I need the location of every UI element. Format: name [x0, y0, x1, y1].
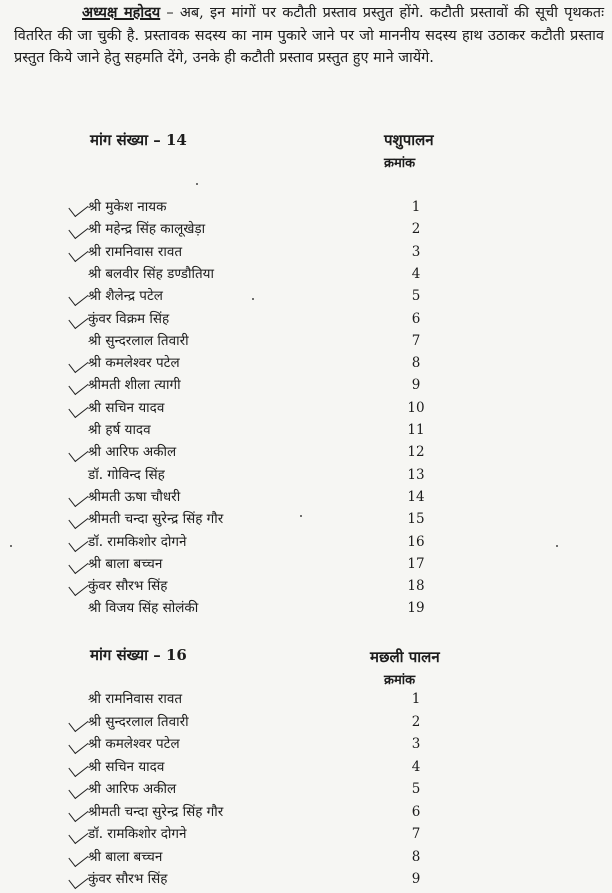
serial-number: 6 — [411, 310, 421, 327]
check-mark-icon — [68, 555, 88, 574]
serial-number: 9 — [411, 377, 421, 394]
list-item — [0, 196, 612, 218]
list-item — [0, 531, 612, 553]
list-item — [0, 711, 612, 733]
member-name: डॉ. गोविन्द सिंह — [88, 466, 165, 483]
list-item — [0, 285, 612, 307]
department-heading-machhli-palan: मछली पालन — [370, 648, 440, 666]
demand-heading-14: मांग संख्या – 14 — [90, 131, 187, 149]
member-name: श्री सुन्दरलाल तिवारी — [88, 332, 189, 349]
serial-number: 5 — [411, 288, 421, 305]
check-mark-icon — [68, 287, 88, 306]
serial-number: 3 — [411, 243, 421, 260]
member-name: श्री सुन्दरलाल तिवारी — [88, 713, 189, 730]
check-mark-icon — [68, 220, 88, 239]
list-item — [0, 352, 612, 374]
serial-number: 1 — [411, 691, 421, 707]
member-name: कुंवर सौरभ सिंह — [88, 871, 168, 887]
serial-number: 7 — [411, 332, 421, 349]
member-name: श्री आरिफ अकील — [88, 781, 177, 797]
list-item — [0, 575, 612, 597]
serial-number: 6 — [411, 803, 421, 820]
check-mark-icon — [68, 532, 88, 551]
list-item — [0, 508, 612, 530]
check-mark-icon — [68, 825, 88, 844]
list-item — [0, 419, 612, 441]
check-mark-icon — [68, 847, 88, 866]
serial-number: 14 — [407, 488, 425, 505]
speaker-label: अध्यक्ष महोदय — [82, 4, 161, 21]
list-item — [0, 868, 612, 890]
member-name: श्री शैलेन्द्र पटेल — [88, 288, 163, 305]
member-name: श्री रामनिवास रावत — [88, 691, 183, 707]
serial-number: 16 — [407, 533, 425, 550]
list-item — [0, 308, 612, 330]
scan-speck — [10, 545, 12, 547]
serial-number: 7 — [411, 826, 421, 842]
list-item — [0, 688, 612, 710]
member-name: श्रीमती चन्दा सुरेन्द्र सिंह गौर — [88, 511, 224, 528]
check-mark-icon — [68, 510, 88, 529]
member-name: श्री आरिफ अकील — [88, 444, 177, 461]
member-name: श्री सचिन यादव — [88, 399, 165, 416]
list-item — [0, 756, 612, 778]
check-mark-icon — [68, 735, 88, 754]
list-item — [0, 778, 612, 800]
serial-heading: क्रमांक — [384, 673, 416, 688]
member-name: श्री बाला बच्चन — [88, 555, 163, 572]
serial-number: 2 — [411, 713, 421, 730]
list-item — [0, 553, 612, 575]
list-item — [0, 597, 612, 619]
list-item — [0, 486, 612, 508]
member-name: डॉ. रामकिशोर दोगने — [88, 826, 187, 842]
check-mark-icon — [68, 712, 88, 731]
member-name: श्री बाला बच्चन — [88, 848, 163, 865]
check-mark-icon — [68, 376, 88, 395]
list-item — [0, 374, 612, 396]
member-name: कुंवर विक्रम सिंह — [88, 310, 170, 327]
member-name: श्रीमती ऊषा चौधरी — [88, 488, 181, 505]
list-item — [0, 846, 612, 868]
serial-number: 1 — [411, 199, 421, 215]
check-mark-icon — [68, 870, 88, 889]
intro-paragraph — [14, 2, 604, 70]
list-item — [0, 823, 612, 845]
check-mark-icon — [68, 488, 88, 507]
serial-number: 9 — [411, 871, 421, 887]
member-name: श्री सचिन यादव — [88, 758, 165, 775]
list-item — [0, 218, 612, 240]
check-mark-icon — [68, 354, 88, 373]
serial-number: 4 — [411, 265, 421, 282]
check-mark-icon — [68, 443, 88, 462]
serial-number: 8 — [411, 355, 421, 372]
serial-number: 13 — [407, 466, 425, 483]
list-item — [0, 263, 612, 285]
serial-number: 18 — [407, 578, 425, 595]
list-item — [0, 733, 612, 755]
member-name: श्री बलवीर सिंह डण्डौतिया — [88, 265, 214, 282]
check-mark-icon — [68, 577, 88, 596]
member-name: श्रीमती चन्दा सुरेन्द्र सिंह गौर — [88, 803, 224, 820]
serial-heading: क्रमांक — [384, 156, 416, 171]
member-name: श्री कमलेश्वर पटेल — [88, 355, 180, 372]
member-name: श्री विजय सिंह सोलंकी — [88, 600, 199, 617]
check-mark-icon — [68, 399, 88, 418]
demand-heading-16: मांग संख्या – 16 — [90, 646, 187, 664]
serial-number: 15 — [407, 511, 425, 528]
check-mark-icon — [68, 198, 88, 217]
check-mark-icon — [68, 757, 88, 776]
member-name: कुंवर सौरभ सिंह — [88, 578, 168, 595]
scan-speck — [196, 183, 198, 185]
list-item — [0, 464, 612, 486]
list-item — [0, 441, 612, 463]
intro-text: – अब, इन मांगों पर कटौती प्रस्ताव प्रस्तुत होंगे. कटौती प्रस्तावों की सूची पृथकतः वितरित की जा चुकी है. प्रस्तावक सदस्य का नाम पुकारे जाने पर जो माननीय सदस्य हाथ उठाकर कटौती प्रस्ताव प्रस्तुत किये जाने हेतु सहमति देंगे, उनके ही कटौती प्रस्ताव प्रस्तुत हुए माने जायेंगे. — [14, 5, 604, 66]
serial-number: 2 — [411, 221, 421, 238]
serial-number: 17 — [407, 555, 425, 572]
member-name: श्री महेन्द्र सिंह कालूखेड़ा — [88, 221, 206, 238]
department-heading-pashupalan: पशुपालन — [384, 131, 434, 149]
serial-number: 19 — [407, 600, 425, 617]
serial-number: 12 — [407, 444, 425, 461]
scan-speck — [252, 298, 254, 300]
scan-speck — [556, 545, 558, 547]
check-mark-icon — [68, 243, 88, 262]
check-mark-icon — [68, 802, 88, 821]
list-item — [0, 330, 612, 352]
list-item — [0, 397, 612, 419]
serial-number: 10 — [407, 399, 425, 416]
list-item — [0, 801, 612, 823]
serial-number: 4 — [411, 758, 421, 775]
scan-speck — [300, 515, 302, 517]
member-name: श्रीमती शीला त्यागी — [88, 377, 181, 394]
member-name: श्री कमलेश्वर पटेल — [88, 736, 180, 752]
member-name: डॉ. रामकिशोर दोगने — [88, 533, 187, 550]
serial-number: 8 — [411, 848, 421, 865]
check-mark-icon — [68, 780, 88, 799]
member-name: श्री रामनिवास रावत — [88, 243, 183, 260]
member-name: श्री हर्ष यादव — [88, 422, 151, 438]
serial-number: 5 — [411, 781, 421, 797]
serial-number: 11 — [407, 422, 425, 438]
serial-number: 3 — [411, 736, 421, 752]
list-item — [0, 241, 612, 263]
check-mark-icon — [68, 309, 88, 328]
member-name: श्री मुकेश नायक — [88, 199, 167, 215]
